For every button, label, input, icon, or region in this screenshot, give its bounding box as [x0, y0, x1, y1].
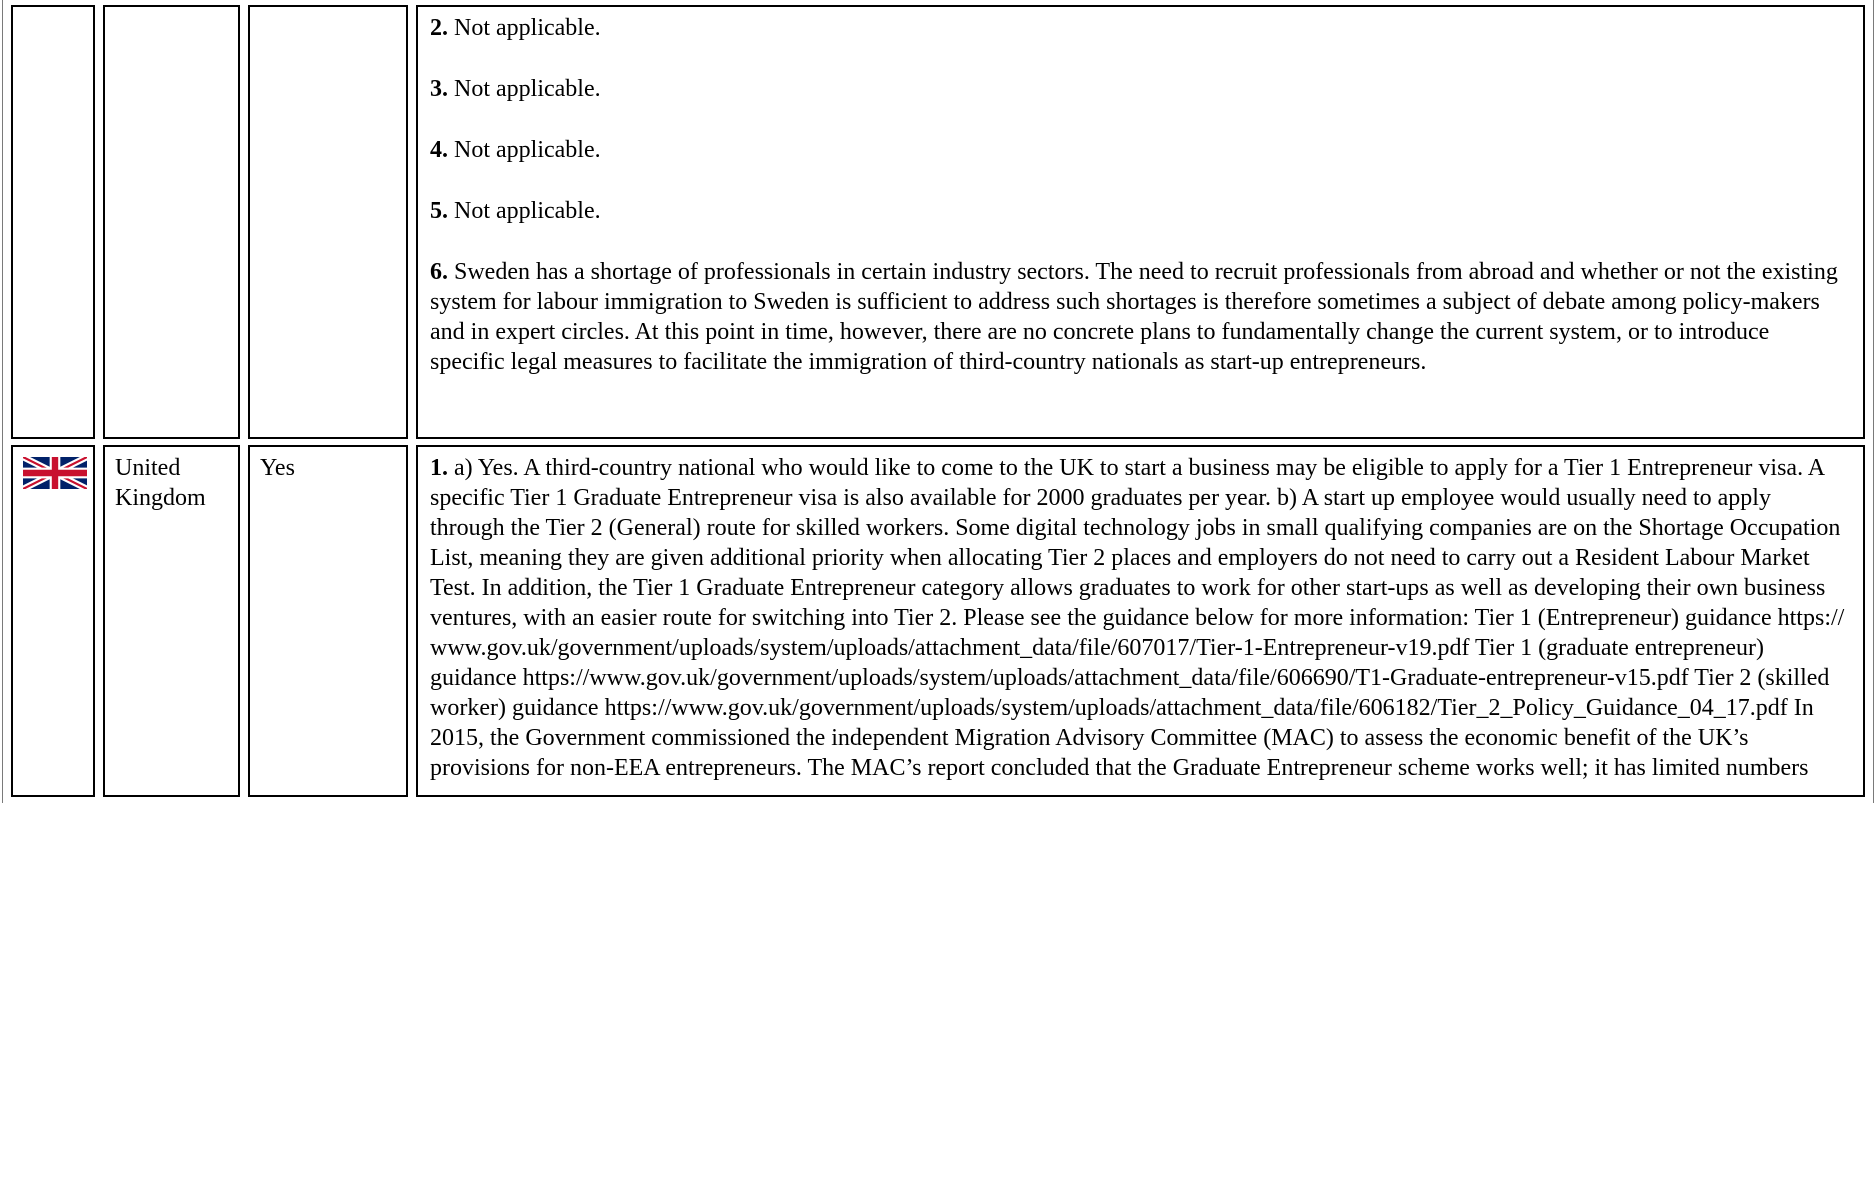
item-number: 2. [430, 15, 448, 41]
country-name [105, 7, 238, 23]
item-text: Tier 1 (graduate entrepreneur) guidance [430, 635, 1765, 691]
table-row [11, 445, 1865, 797]
answer-cell [248, 445, 408, 797]
item-number: 3. [430, 76, 448, 102]
answer-paragraph [430, 196, 1849, 226]
item-text: In 2015, the Government commissioned the independent Migration Advisory Committee (MAC) to assess the economic benefit of the UK’s provisions for non-EEA entrepreneurs. The MAC’s report concluded that the Graduate Entrepreneur scheme works well; it has limited numbers [430, 695, 1814, 781]
flag-cell [11, 5, 95, 439]
country-cell [103, 445, 240, 797]
table-row [11, 5, 1865, 439]
answer-value [250, 7, 406, 23]
item-text: Not applicable. [448, 15, 601, 41]
guidance-link[interactable]: https://www.gov.uk/government/uploads/system/uploads/attachment_data/file/606182/Tier_2_Policy_Guidance_04_17.pdf [604, 695, 1788, 721]
item-number: 4. [430, 137, 448, 163]
flag-cell [11, 445, 95, 797]
answer-value: Yes [260, 455, 295, 481]
country-cell [103, 5, 240, 439]
item-number: 1. [430, 455, 448, 481]
item-text: Not applicable. [448, 198, 601, 224]
answer-paragraph [430, 13, 1849, 43]
uk-flag-icon [23, 457, 87, 489]
guidance-link[interactable]: https://www.gov.uk/government/uploads/system/uploads/attachment_data/file/606690/T1-Graduate-entrepreneur-v15.pdf [522, 665, 1689, 691]
item-number: 6. [430, 259, 448, 285]
item-number: 5. [430, 198, 448, 224]
details-cell [416, 5, 1865, 439]
answer-paragraph [430, 257, 1849, 377]
item-text: Tier 2 (skilled worker) guidance [430, 665, 1830, 721]
item-text: Sweden has a shortage of professionals in certain industry sectors. The need to recruit professionals from abroad and whether or not the existing system for labour immigration to Sweden is sufficient to address such shortages is therefore sometimes a subject of debate among policy-makers and in expert circles. At this point in time, however, there are no concrete plans to fundamentally change the current system, or to introduce specific legal measures to facilitate the immigration of third-country nationals as start-up entrepreneurs. [430, 259, 1838, 375]
answer-paragraph [430, 74, 1849, 104]
answer-paragraph [430, 135, 1849, 165]
answer-paragraph [430, 453, 1849, 783]
item-text: Not applicable. [448, 76, 601, 102]
item-text: Not applicable. [448, 137, 601, 163]
answer-cell [248, 5, 408, 439]
guidance-link[interactable]: https://www.gov.uk/government/uploads/system/uploads/attachment_data/file/607017/Tier-1-Entrepreneur-v19.pdf [430, 605, 1845, 661]
country-name: United Kingdom [115, 455, 206, 511]
item-text: a) Yes. A third-country national who would like to come to the UK to start a business may be eligible to apply for a Tier 1 Entrepreneur visa. A specific Tier 1 Graduate Entrepreneur visa is also available for 2000 graduates per year. b) A start up employee would usually need to apply through the Tier 2 (General) route for skilled workers. Some digital technology jobs in small qualifying companies are on the Shortage Occupation List, meaning they are given additional priority when allocating Tier 2 places and employers do not need to carry out a Resident Labour Market Test. In addition, the Tier 1 Graduate Entrepreneur category allows graduates to work for other start-ups as well as developing their own business ventures, with an easier route for switching into Tier 2. Please see the guidance below for more information: Tier 1 (Entrepreneur) guidance [430, 455, 1841, 631]
details-cell [416, 445, 1865, 797]
country-table [2, 0, 1874, 803]
